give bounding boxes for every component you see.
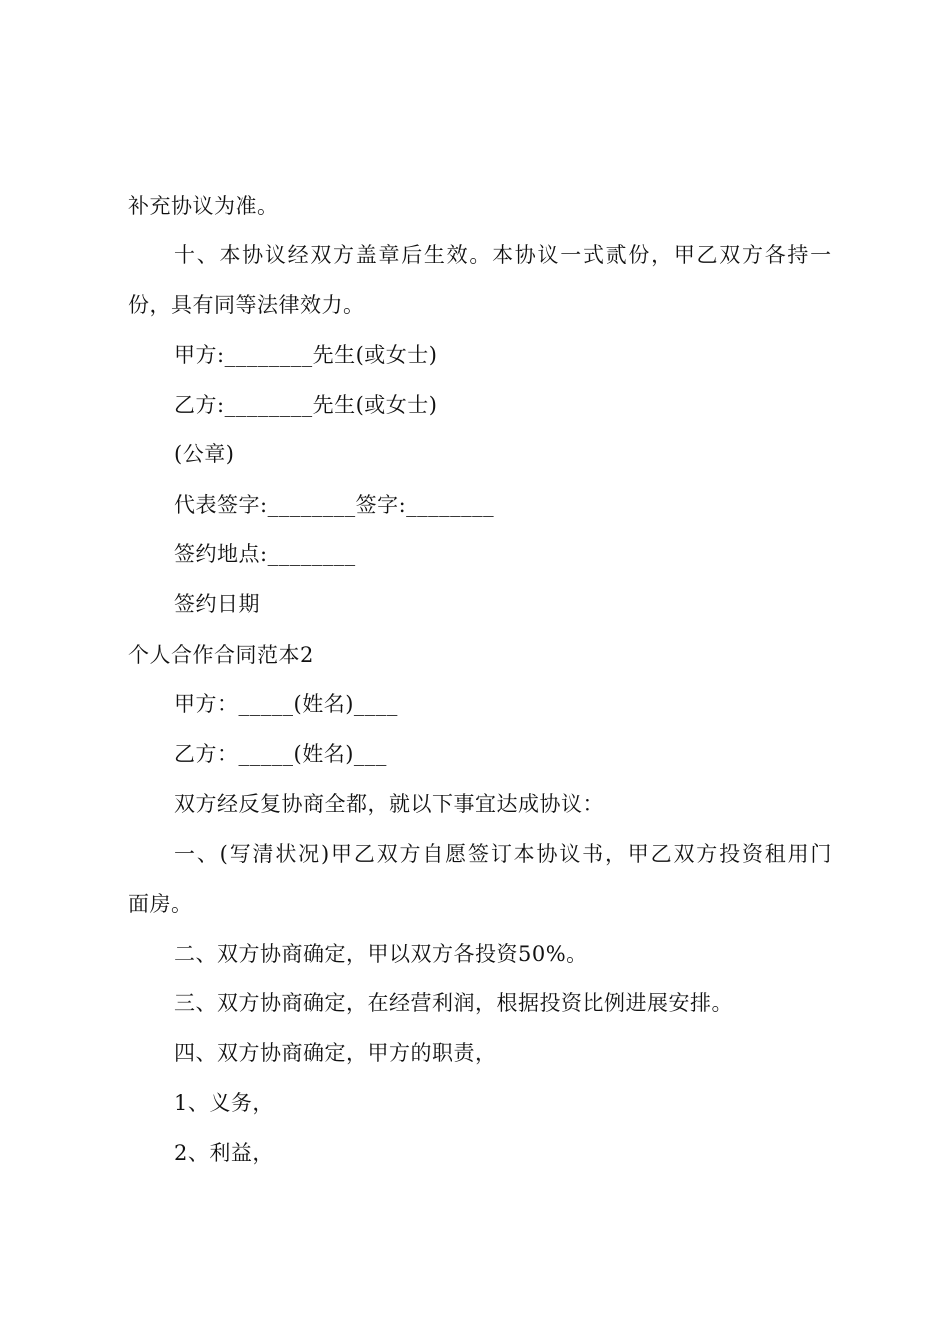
party-a-name-line: 甲方：_____(姓名)____ — [174, 692, 398, 716]
section-title: 个人合作合同范本2 — [128, 643, 314, 667]
text-line-13: 双方经反复协商全都，就以下事宜达成协议： — [174, 792, 604, 816]
clause-3-line: 三、双方协商确定，在经营利润，根据投资比例进展安排。 — [174, 991, 733, 1015]
clause-1-line: 一 、 ( 写 清 状 况 ) 甲 乙 双 方 自 愿 签 订 本 协 议 书 ， 甲 乙 双 方 投 资 租 用 门 — [174, 842, 832, 866]
clause-4-line: 四、双方协商确定，甲方的职责， — [174, 1041, 497, 1065]
duty-item-1: 1、义务， — [174, 1091, 274, 1115]
clause-1-continuation: 面房。 — [128, 892, 193, 916]
duty-item-2: 2、利益， — [174, 1141, 274, 1165]
text-line-1: 补充协议为准。 — [128, 194, 279, 218]
signing-date-line: 签约日期 — [174, 592, 260, 616]
party-b-name-line: 乙方：_____(姓名)___ — [174, 742, 387, 766]
seal-line: (公章) — [174, 442, 235, 466]
text-line-2: 十 、 本 协 议 经 双 方 盖 章 后 生 效 。 本 协 议 一 式 贰 份 ， 甲 乙 双 方 各 持 一 — [174, 243, 832, 267]
text-line-3: 份，具有同等法律效力。 — [128, 293, 365, 317]
party-a-line: 甲方:________先生(或女士) — [174, 343, 438, 367]
clause-2-line: 二、双方协商确定，甲以双方各投资50%。 — [174, 942, 588, 966]
party-b-line: 乙方:________先生(或女士) — [174, 393, 438, 417]
signing-place-line: 签约地点:________ — [174, 542, 356, 566]
signature-line: 代表签字:________签字:________ — [174, 493, 495, 517]
